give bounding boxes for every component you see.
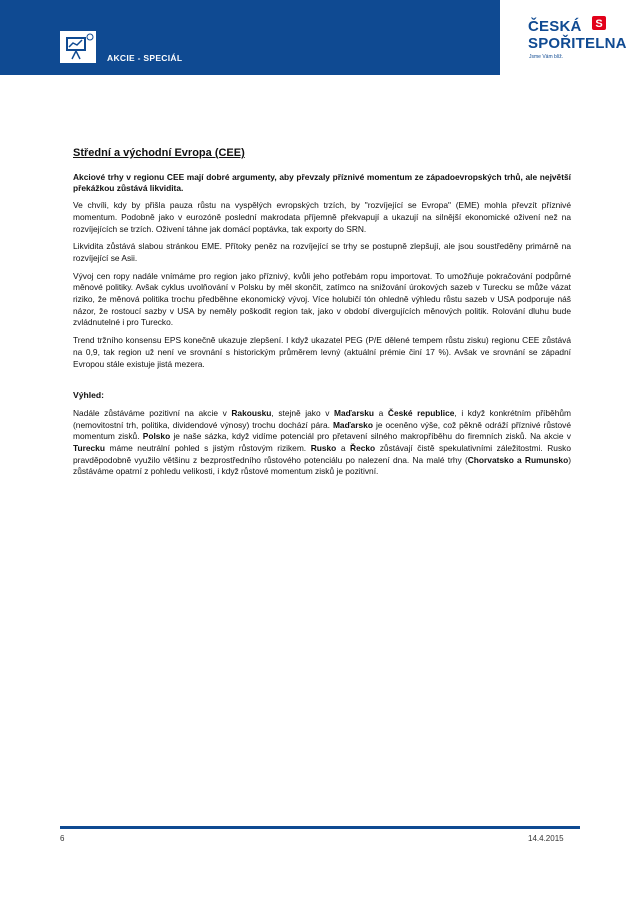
article [73,148,571,484]
outlook-emphasis: Polsko [142,431,171,442]
outlook-text: , stejně jako v [271,407,335,418]
outlook-emphasis: Rusko [310,443,337,454]
outlook-text: Nadále zůstáváme pozitivní na akcie v [73,407,232,418]
footer-date: 14.4.2015 [528,834,564,843]
brand-name-line2: SPOŘITELNA [528,35,627,52]
outlook-text: zůstávají čistě spekulativními záležitostmi. Rusko pravděpodobně využilo většinu z bezprostředního růstového potenciálu po nalezení dna. Na malé trhy ( [73,443,572,465]
brand-logo [500,0,640,75]
page-number: 6 [60,834,65,843]
outlook-text: ) zůstáváme opatrní z pohledu velikosti, i když růstové momentum zisků je pozitivní. [73,454,571,477]
outlook-emphasis: České republice [387,407,455,418]
outlook-emphasis: Rakousku [231,407,272,418]
footer-divider [60,826,580,829]
outlook-heading: Výhled: [73,390,105,401]
svg-text:S: S [595,18,603,30]
outlook-paragraph [73,408,571,478]
paragraph-1: Ve chvíli, kdy by přišla pauza růstu na vyspělých evropských trzích, by "rozvíjející se Evropa" (EME) mohla převzít příznivé momentum. Podobně jako v eurozóně poslední makrodata příjemně překvapují a ukazují na silnější ekonomické oživení než na rozvíjejících se trzích. Oživení táhne jak domácí poptávka, tak exporty do SRN. [73,200,571,234]
outlook-text: je naše sázka, když vidíme potenciál pro přetavení silného makropříběhu do firemních zisků. Na akcie v [170,431,571,442]
outlook-emphasis: Chorvatsko a Rumunsko [467,454,569,465]
brand-tagline: Jsme Vám blíž. [529,54,564,60]
header-bar [0,0,500,75]
presentation-board-icon [60,31,96,63]
bank-logo-icon [592,16,606,35]
outlook-emphasis: Maďarsko [332,419,373,430]
outlook-text: a [336,443,351,454]
article-lead: Akciové trhy v regionu CEE mají dobré argumenty, aby převzaly příznivé momentum ze západoevropských trhů, ale největší překážkou zůstává likvidita. [73,171,571,194]
paragraph-3: Vývoj cen ropy nadále vnímáme pro region jako příznivý, kvůli jeho potřebám ropu importovat. To umožňuje pokračování podpůrné měnové politiky. Avšak cyklus uvolňování v Polsku by měl skončit, zatímco na snižování úrokových sazeb v Turecku se může vázat riziko, že měnová politika trochu předběhne ekonomický vývoj. Více holubičí tón ohledně výhledu růstu sazeb v USA podporuje náš názor, že rostoucí sazby v USA by neměly poškodit region tak, jako v období divergujících měnových politik. Rolování dluhu bude zvládnutelné i pro Turecko. [73,270,571,328]
outlook-text: je oceněno výše, což pěkně odráží příznivé růstové momentum zisků. [73,419,572,442]
outlook-text: a [374,407,388,418]
outlook-text: , i když konkrétním příběhům (nemovitostní trh, politika, dividendové výnosy) trochu dochází pára. [73,407,571,430]
outlook-emphasis: Turecku [73,443,105,454]
outlook-text: máme neutrální pohled s jistým růstovým rizikem. [104,443,311,454]
section-label: AKCIE - SPECIÁL [107,53,183,63]
outlook-emphasis: Řecko [350,443,376,454]
paragraph-2: Likvidita zůstává slabou stránkou EME. Přítoky peněz na rozvíjející se trhy se postupně zlepšují, ale jsou soustředěny primárně na rozvíjející se Asii. [73,241,571,263]
article-title: Střední a východní Evropa (CEE) [73,147,245,159]
paragraph-4: Trend tržního konsensu EPS konečně ukazuje zlepšení. I když ukazatel PEG (P/E dělené tempem růstu zisku) regionu CEE zůstává na 0,9, tak region už není ve srovnání s historickým průměrem levný (aktuální prémie činí 17 %). Avšak ve srovnání se západní Evropou stále existuje jistá mezera. [73,335,571,369]
brand-name-line1: ČESKÁ [528,18,582,35]
outlook-emphasis: Maďarsku [334,407,375,418]
